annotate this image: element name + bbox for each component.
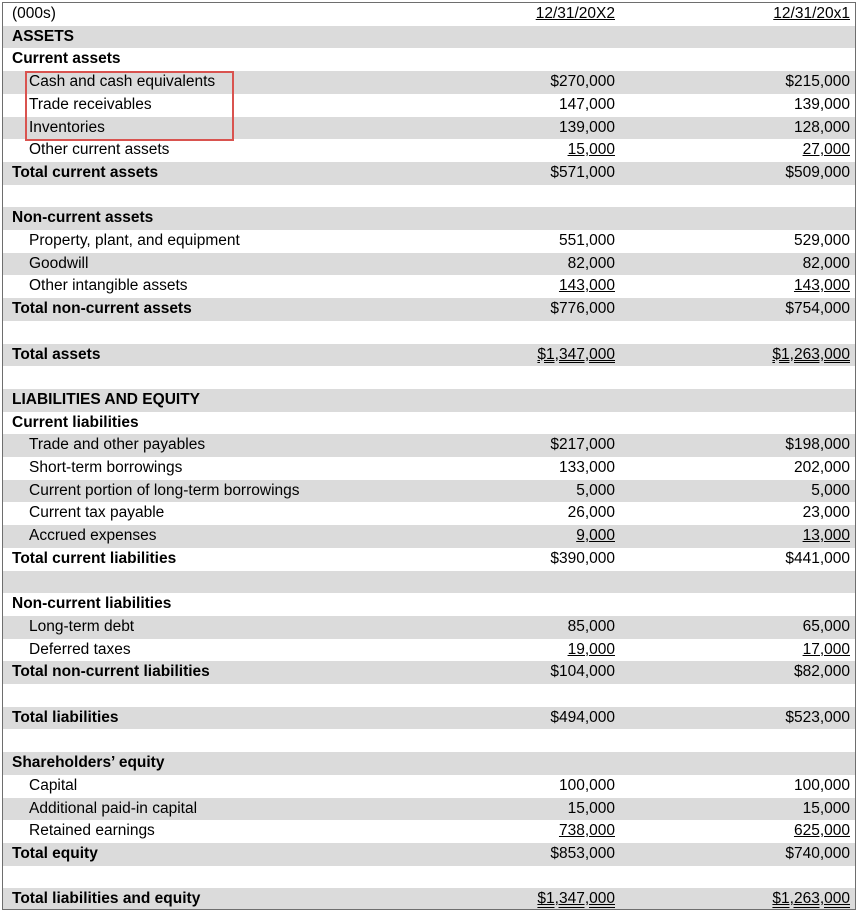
row-label: Total current liabilities bbox=[12, 549, 177, 567]
value-20x1: 65,000 bbox=[802, 617, 850, 635]
value-20x2: $776,000 bbox=[550, 300, 615, 318]
units-label: (000s) bbox=[12, 5, 56, 22]
row-label: Current liabilities bbox=[12, 413, 139, 431]
value-20x1: $198,000 bbox=[785, 436, 850, 454]
column-header-20x1: 12/31/20x1 bbox=[773, 5, 850, 22]
value-20x2: 551,000 bbox=[558, 232, 615, 249]
value-20x2: $104,000 bbox=[550, 663, 615, 681]
row-label: Accrued expenses bbox=[29, 527, 157, 545]
row-label: Trade receivables bbox=[29, 95, 152, 113]
value-20x2: $1,347,000 bbox=[537, 890, 615, 908]
row-label: ASSETS bbox=[12, 27, 75, 45]
value-20x1: $740,000 bbox=[785, 844, 850, 862]
value-20x2: 9,000 bbox=[576, 527, 615, 545]
row-label: Other current assets bbox=[29, 141, 170, 159]
value-20x1: 139,000 bbox=[793, 95, 850, 113]
spacer-row bbox=[3, 571, 855, 594]
total-row bbox=[3, 298, 855, 321]
value-20x2: 147,000 bbox=[558, 95, 615, 113]
column-header-20x2: 12/31/20X2 bbox=[535, 5, 615, 22]
grand-total-row bbox=[3, 888, 855, 910]
spacer-row bbox=[3, 866, 855, 889]
value-20x2: 133,000 bbox=[558, 459, 615, 476]
row-label: Retained earnings bbox=[29, 822, 155, 840]
value-20x2: 738,000 bbox=[558, 822, 615, 840]
value-20x1: 128,000 bbox=[793, 118, 850, 136]
row-label: Current portion of long-term borrowings bbox=[29, 481, 300, 499]
value-20x1: 143,000 bbox=[793, 277, 850, 295]
value-20x1: $215,000 bbox=[785, 73, 850, 91]
table-row bbox=[3, 525, 855, 548]
value-20x1: 82,000 bbox=[802, 254, 850, 272]
value-20x2: 15,000 bbox=[567, 799, 615, 817]
value-20x1: 17,000 bbox=[802, 640, 850, 658]
value-20x2: $390,000 bbox=[550, 549, 615, 567]
row-label: Total non-current assets bbox=[12, 300, 192, 318]
table-row bbox=[3, 253, 855, 276]
total-row bbox=[3, 707, 855, 730]
value-20x2: 5,000 bbox=[576, 481, 615, 499]
row-label: Inventories bbox=[29, 118, 105, 136]
value-20x1: $1,263,000 bbox=[772, 345, 850, 363]
table-row bbox=[3, 798, 855, 821]
section-heading bbox=[3, 26, 855, 49]
spacer-row bbox=[3, 684, 855, 707]
value-20x2: $217,000 bbox=[550, 436, 615, 454]
value-20x1: $82,000 bbox=[793, 663, 850, 681]
table-row bbox=[3, 457, 855, 480]
row-label: Short-term borrowings bbox=[29, 459, 183, 476]
row-label: Cash and cash equivalents bbox=[29, 73, 216, 91]
header-row bbox=[3, 3, 855, 26]
row-label: Capital bbox=[29, 776, 78, 794]
section-heading bbox=[3, 389, 855, 412]
value-20x1: $523,000 bbox=[785, 708, 850, 726]
value-20x1: 202,000 bbox=[793, 459, 850, 476]
total-row bbox=[3, 843, 855, 866]
table-row bbox=[3, 639, 855, 662]
value-20x2: $494,000 bbox=[550, 708, 615, 726]
value-20x2: $571,000 bbox=[550, 163, 615, 181]
table-row bbox=[3, 502, 855, 525]
value-20x1: 27,000 bbox=[802, 141, 850, 159]
spacer-row bbox=[3, 729, 855, 752]
grand-total-row bbox=[3, 344, 855, 367]
table-row bbox=[3, 616, 855, 639]
subsection-heading bbox=[3, 593, 855, 616]
subsection-heading bbox=[3, 412, 855, 435]
value-20x2: 100,000 bbox=[558, 776, 615, 794]
row-label: Current tax payable bbox=[29, 504, 165, 522]
row-label: Additional paid-in capital bbox=[29, 799, 198, 817]
spacer-row bbox=[3, 366, 855, 389]
row-label: Deferred taxes bbox=[29, 640, 131, 658]
value-20x1: 13,000 bbox=[802, 527, 850, 545]
spacer-row bbox=[3, 185, 855, 208]
table-row bbox=[3, 94, 855, 117]
value-20x1: $509,000 bbox=[785, 163, 850, 181]
row-label: Total non-current liabilities bbox=[12, 663, 210, 681]
table-row bbox=[3, 230, 855, 253]
value-20x2: 15,000 bbox=[567, 141, 615, 159]
row-label: Current assets bbox=[12, 50, 121, 68]
row-label: Other intangible assets bbox=[29, 277, 188, 295]
row-label: LIABILITIES AND EQUITY bbox=[12, 390, 201, 408]
table-row bbox=[3, 71, 855, 94]
row-label: Goodwill bbox=[29, 254, 89, 272]
value-20x1: $1,263,000 bbox=[772, 890, 850, 908]
table-row bbox=[3, 480, 855, 503]
row-label: Long-term debt bbox=[29, 617, 135, 635]
subsection-heading bbox=[3, 207, 855, 230]
value-20x2: $1,347,000 bbox=[537, 345, 615, 363]
value-20x2: 19,000 bbox=[567, 640, 615, 658]
value-20x2: 26,000 bbox=[567, 504, 615, 522]
value-20x1: 15,000 bbox=[802, 799, 850, 817]
balance-sheet bbox=[2, 2, 856, 910]
value-20x1: 23,000 bbox=[802, 504, 850, 522]
value-20x2: 82,000 bbox=[567, 254, 615, 272]
subsection-heading bbox=[3, 48, 855, 71]
row-label: Total liabilities bbox=[12, 708, 119, 726]
total-row bbox=[3, 162, 855, 185]
total-row bbox=[3, 548, 855, 571]
total-row bbox=[3, 661, 855, 684]
value-20x2: 143,000 bbox=[558, 277, 615, 295]
value-20x2: 85,000 bbox=[567, 617, 615, 635]
table-row bbox=[3, 139, 855, 162]
row-label: Non-current assets bbox=[12, 209, 154, 227]
row-label: Total assets bbox=[12, 345, 101, 363]
value-20x2: 139,000 bbox=[558, 118, 615, 136]
table-row bbox=[3, 117, 855, 140]
value-20x1: $441,000 bbox=[785, 549, 850, 567]
value-20x1: $754,000 bbox=[785, 300, 850, 318]
value-20x2: $853,000 bbox=[550, 844, 615, 862]
value-20x1: 529,000 bbox=[793, 232, 850, 249]
row-label: Total liabilities and equity bbox=[12, 890, 201, 908]
spacer-row bbox=[3, 321, 855, 344]
table-row bbox=[3, 820, 855, 843]
value-20x2: $270,000 bbox=[550, 73, 615, 91]
value-20x1: 5,000 bbox=[811, 481, 850, 499]
value-20x1: 625,000 bbox=[793, 822, 850, 840]
subsection-heading bbox=[3, 752, 855, 775]
table-row bbox=[3, 775, 855, 798]
table-row bbox=[3, 434, 855, 457]
value-20x1: 100,000 bbox=[793, 776, 850, 794]
row-label: Non-current liabilities bbox=[12, 595, 172, 613]
row-label: Shareholders’ equity bbox=[12, 754, 165, 772]
row-label: Trade and other payables bbox=[29, 436, 206, 454]
row-label: Total current assets bbox=[12, 163, 159, 181]
row-label: Total equity bbox=[12, 844, 98, 862]
table-row bbox=[3, 275, 855, 298]
row-label: Property, plant, and equipment bbox=[29, 232, 240, 249]
